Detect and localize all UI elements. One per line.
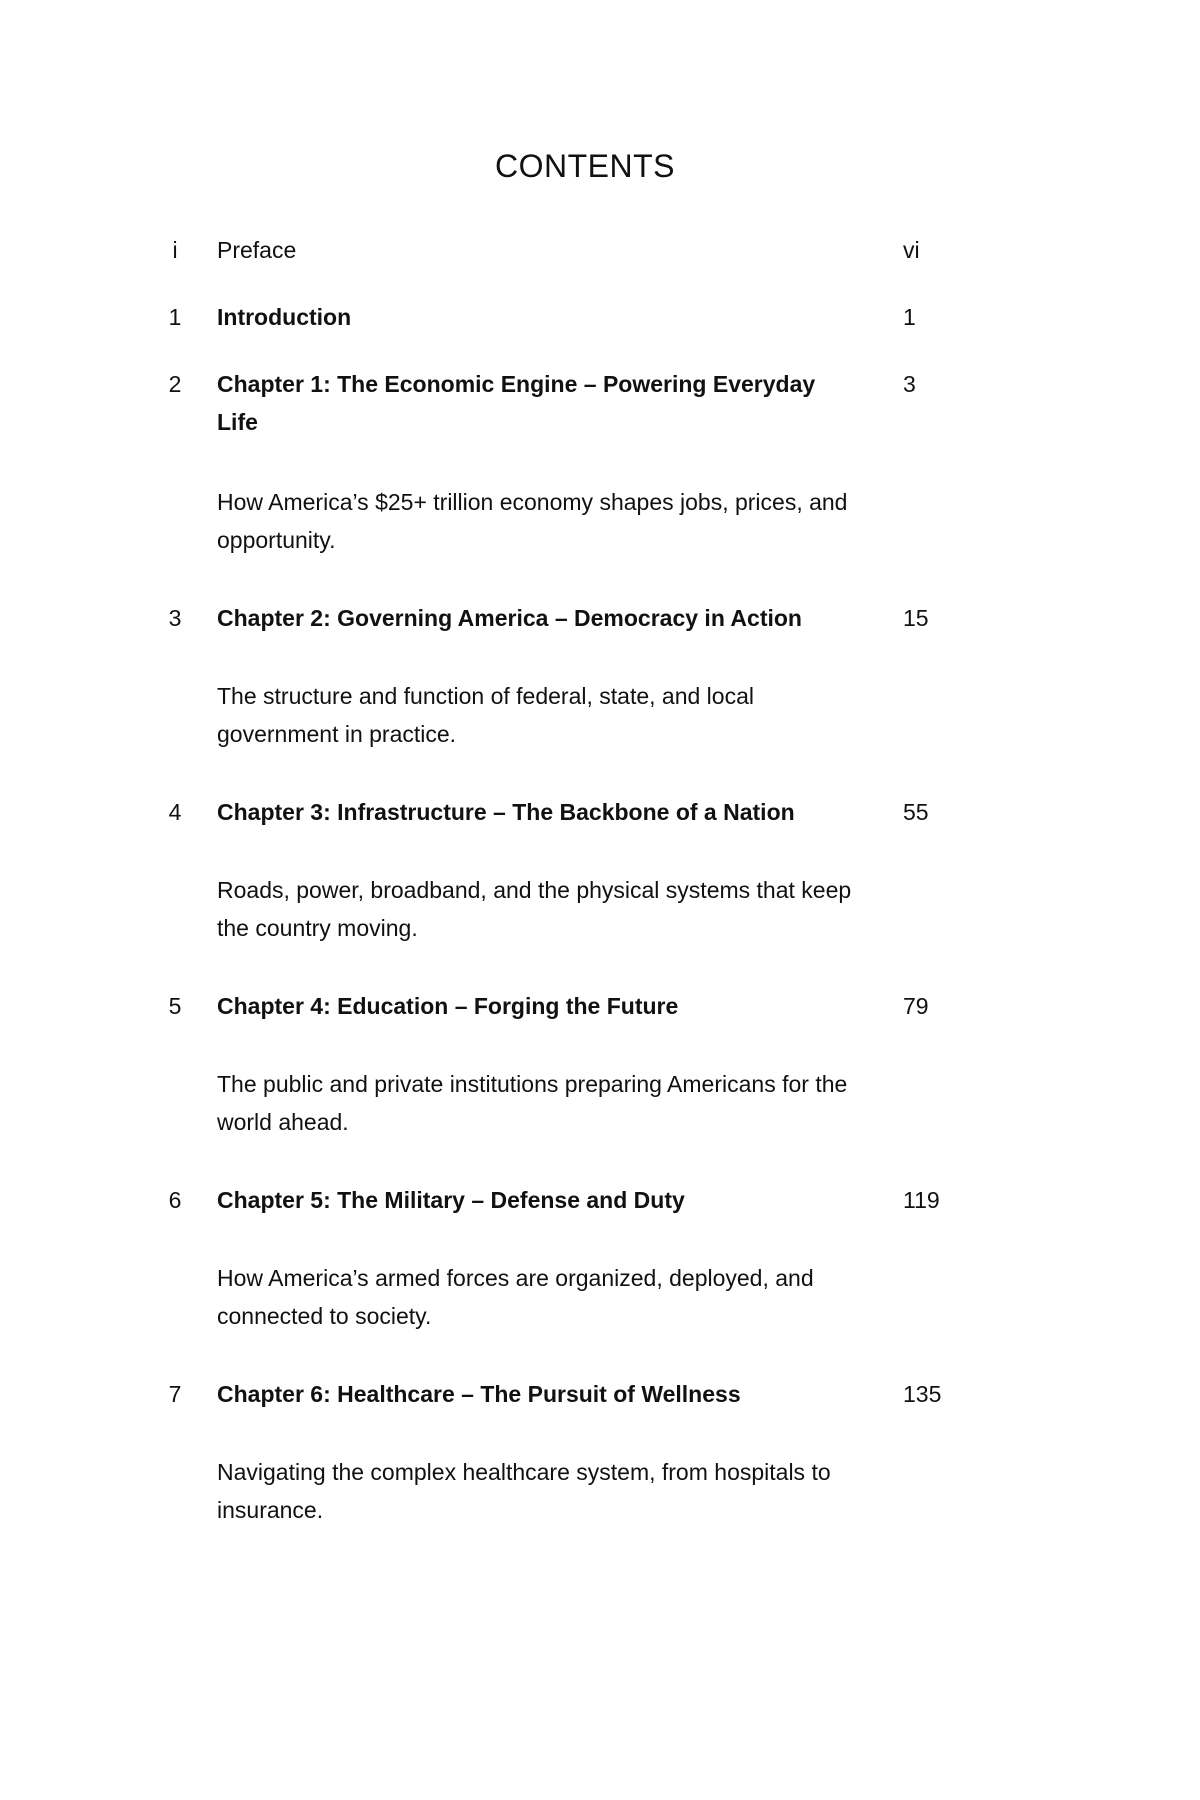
toc-entry-page: 119 (903, 1187, 940, 1213)
toc-entry-number: 3 (168, 605, 182, 631)
toc-entry-description: How America’s armed forces are organized, deployed, and connected to society. (217, 1265, 814, 1329)
toc-entry-description: The structure and function of federal, state, and local government in practice. (217, 683, 754, 747)
toc-entry-description: How America’s $25+ trillion economy shapes jobs, prices, and opportunity. (217, 489, 848, 553)
toc-entry-number: 2 (168, 371, 182, 397)
toc-entry-number: 6 (168, 1187, 182, 1213)
toc-entry-number: 4 (168, 799, 182, 825)
toc-entry-description: Roads, power, broadband, and the physical systems that keep the country moving. (217, 877, 852, 941)
toc-entry-description: Navigating the complex healthcare system, from hospitals to insurance. (217, 1459, 831, 1523)
toc-entry-page: 55 (903, 799, 929, 825)
toc-entry-page: 3 (903, 371, 916, 397)
toc-entry-heading: Chapter 6: Healthcare – The Pursuit of Wellness (217, 1381, 741, 1407)
toc-entry-number: 5 (168, 993, 182, 1019)
toc-entry-heading: Chapter 4: Education – Forging the Future (217, 993, 679, 1019)
toc-entry-page: 15 (903, 605, 929, 631)
toc-entry-heading: Chapter 2: Governing America – Democracy in Action (217, 605, 802, 631)
toc-entry-heading: Preface (217, 237, 297, 263)
toc-entry-heading: Introduction (217, 304, 352, 330)
toc-entry-heading: Chapter 3: Infrastructure – The Backbone of a Nation (217, 799, 795, 825)
toc-entry-heading: Chapter 5: The Military – Defense and Duty (217, 1187, 685, 1213)
toc-entry-number: 7 (168, 1381, 182, 1407)
toc-entry-page: 135 (903, 1381, 942, 1407)
toc-entry-description: The public and private institutions preparing Americans for the world ahead. (217, 1071, 848, 1135)
toc-entry-page: 79 (903, 993, 929, 1019)
toc-entry-page: 1 (903, 304, 916, 330)
toc-entry-number: i (172, 237, 178, 263)
toc-entry-number: 1 (168, 304, 182, 330)
toc-entry-page: vi (903, 237, 920, 263)
toc-entry-heading: Chapter 1: The Economic Engine – Powering Everyday Life (217, 371, 816, 435)
page-title: CONTENTS (495, 148, 675, 184)
